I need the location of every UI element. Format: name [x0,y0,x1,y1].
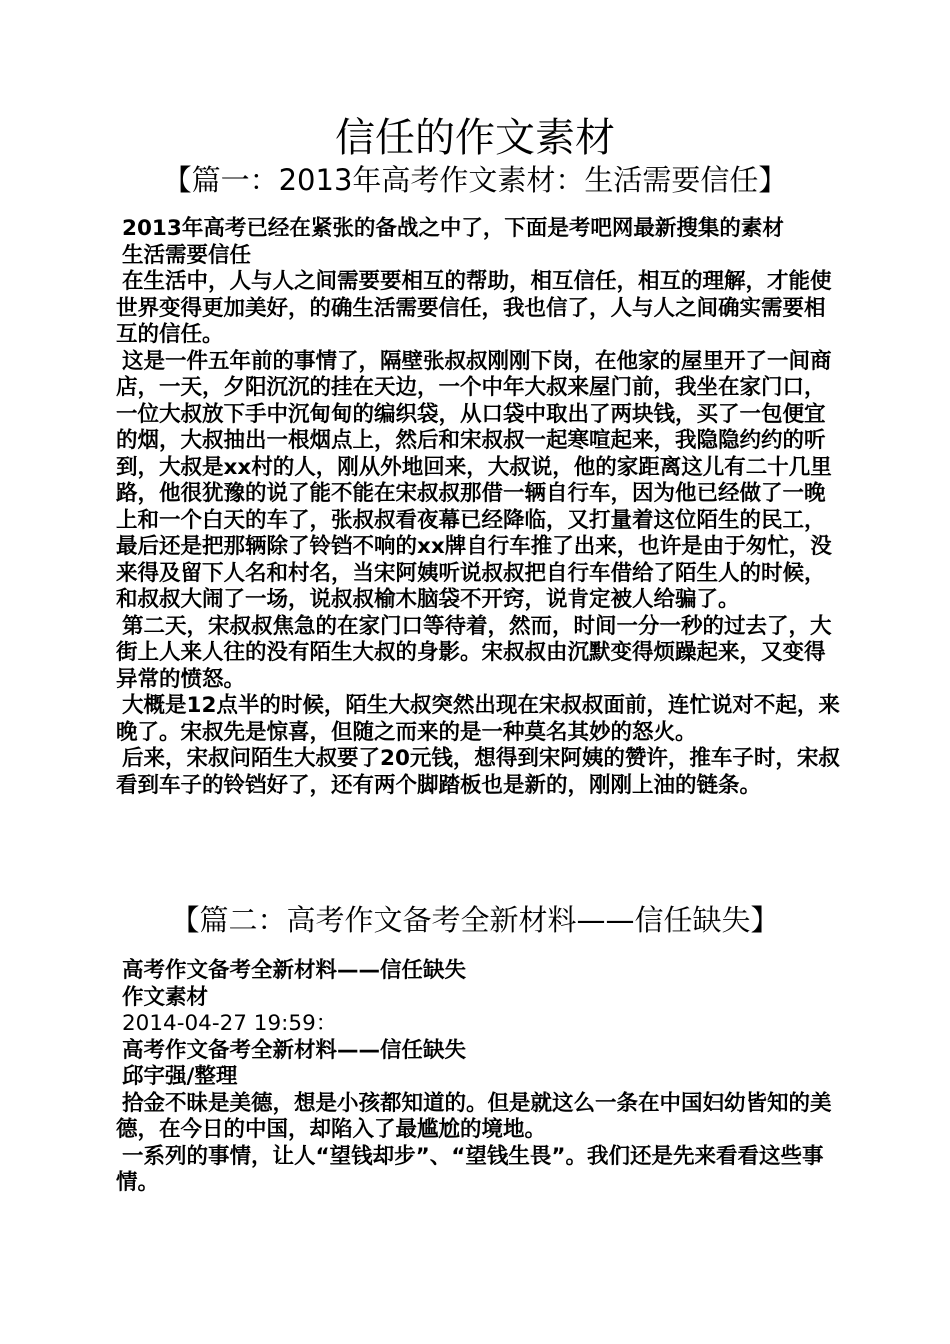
paragraph: 一系列的事情，让人“望钱却步”、“望钱生畏”。我们还是先来看看这些事情。 [116,1143,824,1195]
paragraph: 大概是12点半的时候，陌生大叔突然出现在宋叔叔面前，连忙说对不起，来晚了。宋叔先是惊喜，但随之而来的是一种莫名其妙的怒火。 [116,693,840,745]
paragraph: 2013年高考已经在紧张的备战之中了，下面是考吧网最新搜集的素材 [122,216,784,241]
document-title: 信任的作文素材 [335,115,615,161]
article-author: 邱宇强/整理 [122,1064,238,1089]
paragraph: 拾金不昧是美德，想是小孩都知道的。但是就这么一条在中国妇幼皆知的美德，在今日的中国，却陷入了最尴尬的境地。 [116,1090,832,1142]
section-heading-2: 【篇二：高考作文备考全新材料——信任缺失】 [170,903,780,937]
paragraph: 在生活中，人与人之间需要要相互的帮助，相互信任，相互的理解，才能使世界变得更加美好，的确生活需要信任，我也信了，人与人之间确实需要相互的信任。 [116,269,832,347]
article-title-repeat: 高考作文备考全新材料——信任缺失 [122,1037,467,1063]
article-title: 高考作文备考全新材料——信任缺失 [122,958,467,983]
paragraph-subtitle: 生活需要信任 [122,242,252,268]
paragraph: 这是一件五年前的事情了，隔壁张叔叔刚刚下岗，在他家的屋里开了一间商店，一天，夕阳沉沉的挂在天边，一个中年大叔来屋门前，我坐在家门口，一位大叔放下手中沉甸甸的编织袋，从口袋中取出了两块钱，买了一包便宜的烟，大叔抽出一根烟点上，然后和宋叔叔一起寒喧起来，我隐隐约约的听到，大叔是xx村的人，刚从外地回来，大叔说，他的家距离这儿有二十几里路，他很犹豫的说了能不能在宋叔叔那借一辆自行车，因为他已经做了一晚上和一个白天的车了，张叔叔看夜幕已经降临，又打量着这位陌生的民工，最后还是把那辆除了铃铛不响的xx牌自行车推了出来，也许是由于匆忙，没来得及留下人名和村名，当宋阿姨听说叔叔把自行车借给了陌生人的时候，和叔叔大闹了一场，说叔叔榆木脑袋不开窍，说肯定被人给骗了。 [116,348,832,612]
paragraph: 第二天，宋叔叔焦急的在家门口等待着，然而，时间一分一秒的过去了，大街上人来人往的没有陌生大叔的身影。宋叔叔由沉默变得烦躁起来，又变得异常的愤怒。 [116,613,832,692]
section-heading-1: 【篇一：2013年高考作文素材：生活需要信任】 [162,163,788,197]
article-timestamp: 2014-04-27 19:59： [122,1011,338,1036]
section-body-1 [116,216,840,799]
section-body-2 [116,958,840,1197]
paragraph: 后来，宋叔问陌生大叔要了20元钱，想得到宋阿姨的赞许，推车子时，宋叔看到车子的铃铛好了，还有两个脚踏板也是新的，刚刚上油的链条。 [116,746,840,798]
article-category: 作文素材 [122,984,209,1010]
